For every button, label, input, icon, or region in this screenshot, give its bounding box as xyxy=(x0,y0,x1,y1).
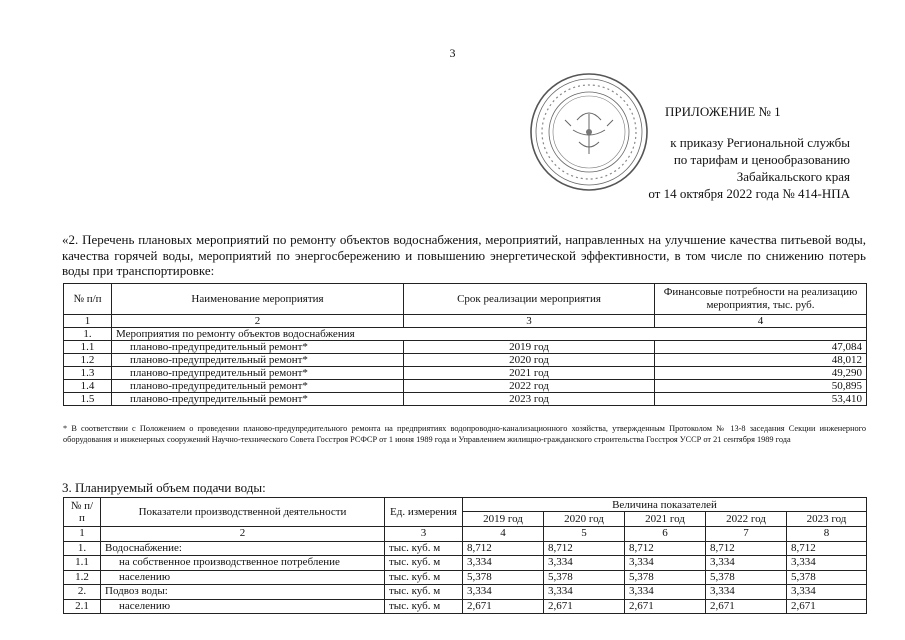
indicator-name: на собственное производственное потребление xyxy=(101,556,385,571)
column-number: 5 xyxy=(544,527,625,542)
row-number: 1.4 xyxy=(64,380,112,393)
row-number: 1.3 xyxy=(64,367,112,380)
measure-name: планово-предупредительный ремонт* xyxy=(112,341,404,354)
row-number: 1.2 xyxy=(64,354,112,367)
header-values: Величина показателей xyxy=(463,498,867,512)
measure-amount: 50,895 xyxy=(655,380,867,393)
unit: тыс. куб. м xyxy=(385,556,463,571)
value-cell: 3,334 xyxy=(706,585,787,600)
measure-amount: 48,012 xyxy=(655,354,867,367)
value-cell: 3,334 xyxy=(463,585,544,600)
table-header-row xyxy=(64,284,867,315)
column-number: 2 xyxy=(112,315,404,328)
column-number-row xyxy=(64,315,867,328)
value-cell: 3,334 xyxy=(544,556,625,571)
unit: тыс. куб. м xyxy=(385,599,463,614)
value-cell: 8,712 xyxy=(544,541,625,556)
measure-amount: 49,290 xyxy=(655,367,867,380)
repair-measures-table xyxy=(63,283,867,406)
measure-term: 2019 год xyxy=(404,341,655,354)
section-3-title: 3. Планируемый объем подачи воды: xyxy=(62,480,266,495)
column-number: 1 xyxy=(64,315,112,328)
header-financial-needs: Финансовые потребности на реализацию мероприятия, тыс. руб. xyxy=(655,284,867,315)
measure-term: 2022 год xyxy=(404,380,655,393)
value-cell: 2,671 xyxy=(787,599,867,614)
header-year: 2021 год xyxy=(625,512,706,527)
value-cell: 2,671 xyxy=(706,599,787,614)
table-row xyxy=(64,341,867,354)
measure-name: планово-предупредительный ремонт* xyxy=(112,393,404,406)
indicator-name: населению xyxy=(101,570,385,585)
measure-name: планово-предупредительный ремонт* xyxy=(112,380,404,393)
measure-term: 2021 год xyxy=(404,367,655,380)
appendix-title: ПРИЛОЖЕНИЕ № 1 xyxy=(665,104,781,119)
measure-term: 2023 год xyxy=(404,393,655,406)
group-number: 1. xyxy=(64,328,112,341)
value-cell: 8,712 xyxy=(706,541,787,556)
section-2-title: «2. Перечень плановых мероприятий по ремонту объектов водоснабжения, мероприятий, направленных на улучшение качества питьевой воды, качества горячей воды, мероприятий по энергосбережению и повышению энергетической эффективности, в том числе по снижению потерь воды при транспортировке: xyxy=(62,232,866,278)
header-term: Срок реализации мероприятия xyxy=(404,284,655,315)
value-cell: 8,712 xyxy=(625,541,706,556)
table-row xyxy=(64,541,867,556)
group-row xyxy=(64,328,867,341)
row-number: 2. xyxy=(64,585,101,600)
appendix-line: от 14 октября 2022 года № 414-НПА xyxy=(648,186,850,201)
value-cell: 5,378 xyxy=(544,570,625,585)
indicator-name: Водоснабжение: xyxy=(101,541,385,556)
value-cell: 3,334 xyxy=(544,585,625,600)
table-row xyxy=(64,354,867,367)
column-number: 7 xyxy=(706,527,787,542)
indicator-name: населению xyxy=(101,599,385,614)
table-row xyxy=(64,599,867,614)
table-row xyxy=(64,585,867,600)
header-measure-name: Наименование мероприятия xyxy=(112,284,404,315)
measure-amount: 53,410 xyxy=(655,393,867,406)
header-number: № п/п xyxy=(64,284,112,315)
appendix-line: Забайкальского края xyxy=(736,169,850,184)
header-indicator: Показатели производственной деятельности xyxy=(101,498,385,527)
column-number: 8 xyxy=(787,527,867,542)
measure-name: планово-предупредительный ремонт* xyxy=(112,354,404,367)
unit: тыс. куб. м xyxy=(385,585,463,600)
row-number: 1.5 xyxy=(64,393,112,406)
column-number: 2 xyxy=(101,527,385,542)
value-cell: 5,378 xyxy=(706,570,787,585)
unit: тыс. куб. м xyxy=(385,541,463,556)
footnote: * В соответствии с Положением о проведении планово-предупредительного ремонта на предприятиях водопроводно-канализационного хозяйства, утвержденным Протоколом № 13-8 заседания Секции инженерного оборудования и инженерных сооружений Научно-технического Совета Госстроя РСФСР от 1 июня 1989 года и Управлением жилищно-гражданского строительства Госстроя УССР от 21 сентября 1989 года xyxy=(63,424,866,444)
value-cell: 3,334 xyxy=(625,585,706,600)
row-number: 1.2 xyxy=(64,570,101,585)
header-year: 2020 год xyxy=(544,512,625,527)
table-row xyxy=(64,367,867,380)
value-cell: 5,378 xyxy=(787,570,867,585)
value-cell: 8,712 xyxy=(787,541,867,556)
unit: тыс. куб. м xyxy=(385,570,463,585)
measure-amount: 47,084 xyxy=(655,341,867,354)
water-supply-volume-table xyxy=(63,497,867,614)
table-header-row xyxy=(64,498,867,512)
column-number: 1 xyxy=(64,527,101,542)
measure-name: планово-предупредительный ремонт* xyxy=(112,367,404,380)
value-cell: 2,671 xyxy=(625,599,706,614)
column-number: 6 xyxy=(625,527,706,542)
header-year: 2022 год xyxy=(706,512,787,527)
appendix-line: к приказу Региональной службы xyxy=(670,135,850,150)
value-cell: 3,334 xyxy=(787,556,867,571)
value-cell: 2,671 xyxy=(544,599,625,614)
value-cell: 2,671 xyxy=(463,599,544,614)
header-year: 2019 год xyxy=(463,512,544,527)
header-year: 2023 год xyxy=(787,512,867,527)
appendix-line: по тарифам и ценообразованию xyxy=(673,152,850,167)
value-cell: 5,378 xyxy=(463,570,544,585)
group-name: Мероприятия по ремонту объектов водоснабжения xyxy=(112,328,867,341)
value-cell: 3,334 xyxy=(706,556,787,571)
row-number: 1. xyxy=(64,541,101,556)
table-row xyxy=(64,380,867,393)
value-cell: 8,712 xyxy=(463,541,544,556)
value-cell: 3,334 xyxy=(463,556,544,571)
column-number: 3 xyxy=(385,527,463,542)
header-unit: Ед. измерения xyxy=(385,498,463,527)
value-cell: 5,378 xyxy=(625,570,706,585)
column-number: 4 xyxy=(655,315,867,328)
table-row xyxy=(64,556,867,571)
measure-term: 2020 год xyxy=(404,354,655,367)
column-number-row xyxy=(64,527,867,542)
appendix-header xyxy=(610,103,850,202)
row-number: 1.1 xyxy=(64,341,112,354)
column-number: 4 xyxy=(463,527,544,542)
column-number: 3 xyxy=(404,315,655,328)
table-row xyxy=(64,570,867,585)
page-number: 3 xyxy=(449,46,456,60)
indicator-name: Подвоз воды: xyxy=(101,585,385,600)
table-row xyxy=(64,393,867,406)
value-cell: 3,334 xyxy=(625,556,706,571)
row-number: 2.1 xyxy=(64,599,101,614)
header-number: № п/п xyxy=(64,498,101,527)
row-number: 1.1 xyxy=(64,556,101,571)
value-cell: 3,334 xyxy=(787,585,867,600)
